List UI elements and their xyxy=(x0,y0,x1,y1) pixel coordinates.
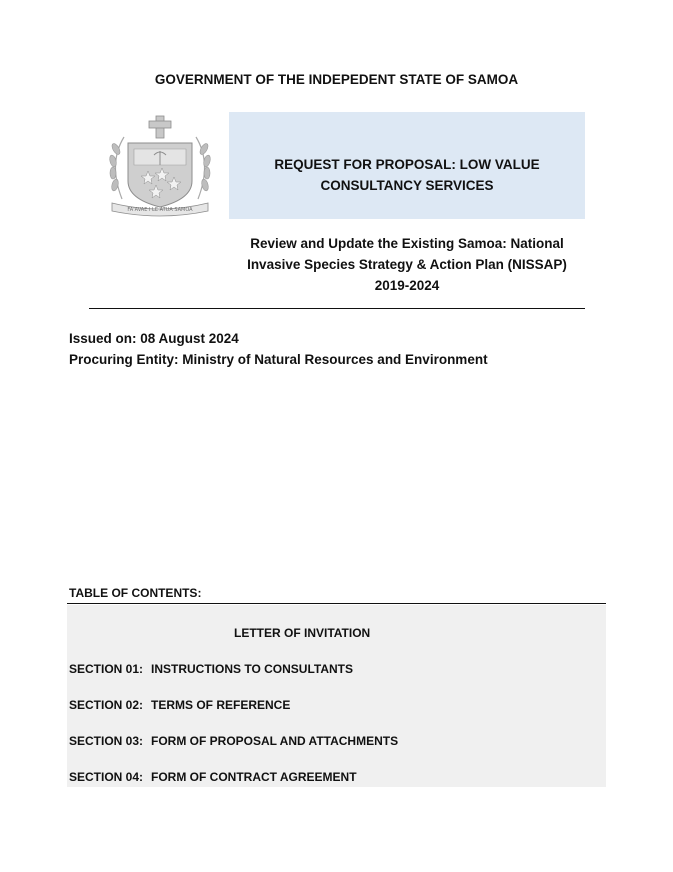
toc-item-number: SECTION 03: xyxy=(69,734,144,748)
rfp-title xyxy=(229,154,585,196)
toc-item-title: INSTRUCTIONS TO CONSULTANTS xyxy=(151,662,353,676)
project-title-line2: Invasive Species Strategy & Action Plan (NISSAP) xyxy=(247,257,567,272)
emblem-motto: FA'AVAE I LE ATUA SAMOA xyxy=(127,207,193,213)
toc-item-number: SECTION 04: xyxy=(69,770,144,784)
toc-letter-of-invitation[interactable]: LETTER OF INVITATION xyxy=(234,626,371,640)
project-title-line3: 2019-2024 xyxy=(374,278,440,293)
title-divider xyxy=(89,308,585,309)
toc-item-number: SECTION 02: xyxy=(69,698,144,712)
toc-item-section-04[interactable] xyxy=(69,770,357,784)
procuring-entity: Procuring Entity: Ministry of Natural Resources and Environment xyxy=(69,352,488,367)
rfp-title-line2: CONSULTANCY SERVICES xyxy=(320,178,494,193)
toc-item-title: FORM OF CONTRACT AGREEMENT xyxy=(151,770,357,784)
issued-date: Issued on: 08 August 2024 xyxy=(69,331,239,346)
issue-info xyxy=(69,328,488,370)
toc-item-section-02[interactable] xyxy=(69,698,290,712)
toc-item-section-03[interactable] xyxy=(69,734,398,748)
toc-item-number: SECTION 01: xyxy=(69,662,144,676)
project-title xyxy=(229,233,585,296)
toc-item-title: TERMS OF REFERENCE xyxy=(151,698,291,712)
government-title: GOVERNMENT OF THE INDEPEDENT STATE OF SAMOA xyxy=(154,72,519,87)
rfp-title-line1: REQUEST FOR PROPOSAL: LOW VALUE xyxy=(274,157,540,172)
toc-divider xyxy=(67,603,606,604)
toc-heading: TABLE OF CONTENTS: xyxy=(69,586,202,600)
project-title-line1: Review and Update the Existing Samoa: National xyxy=(250,236,564,251)
samoa-coat-of-arms-icon xyxy=(104,115,216,219)
toc-item-title: FORM OF PROPOSAL AND ATTACHMENTS xyxy=(151,734,399,748)
toc-item-section-01[interactable] xyxy=(69,662,353,676)
